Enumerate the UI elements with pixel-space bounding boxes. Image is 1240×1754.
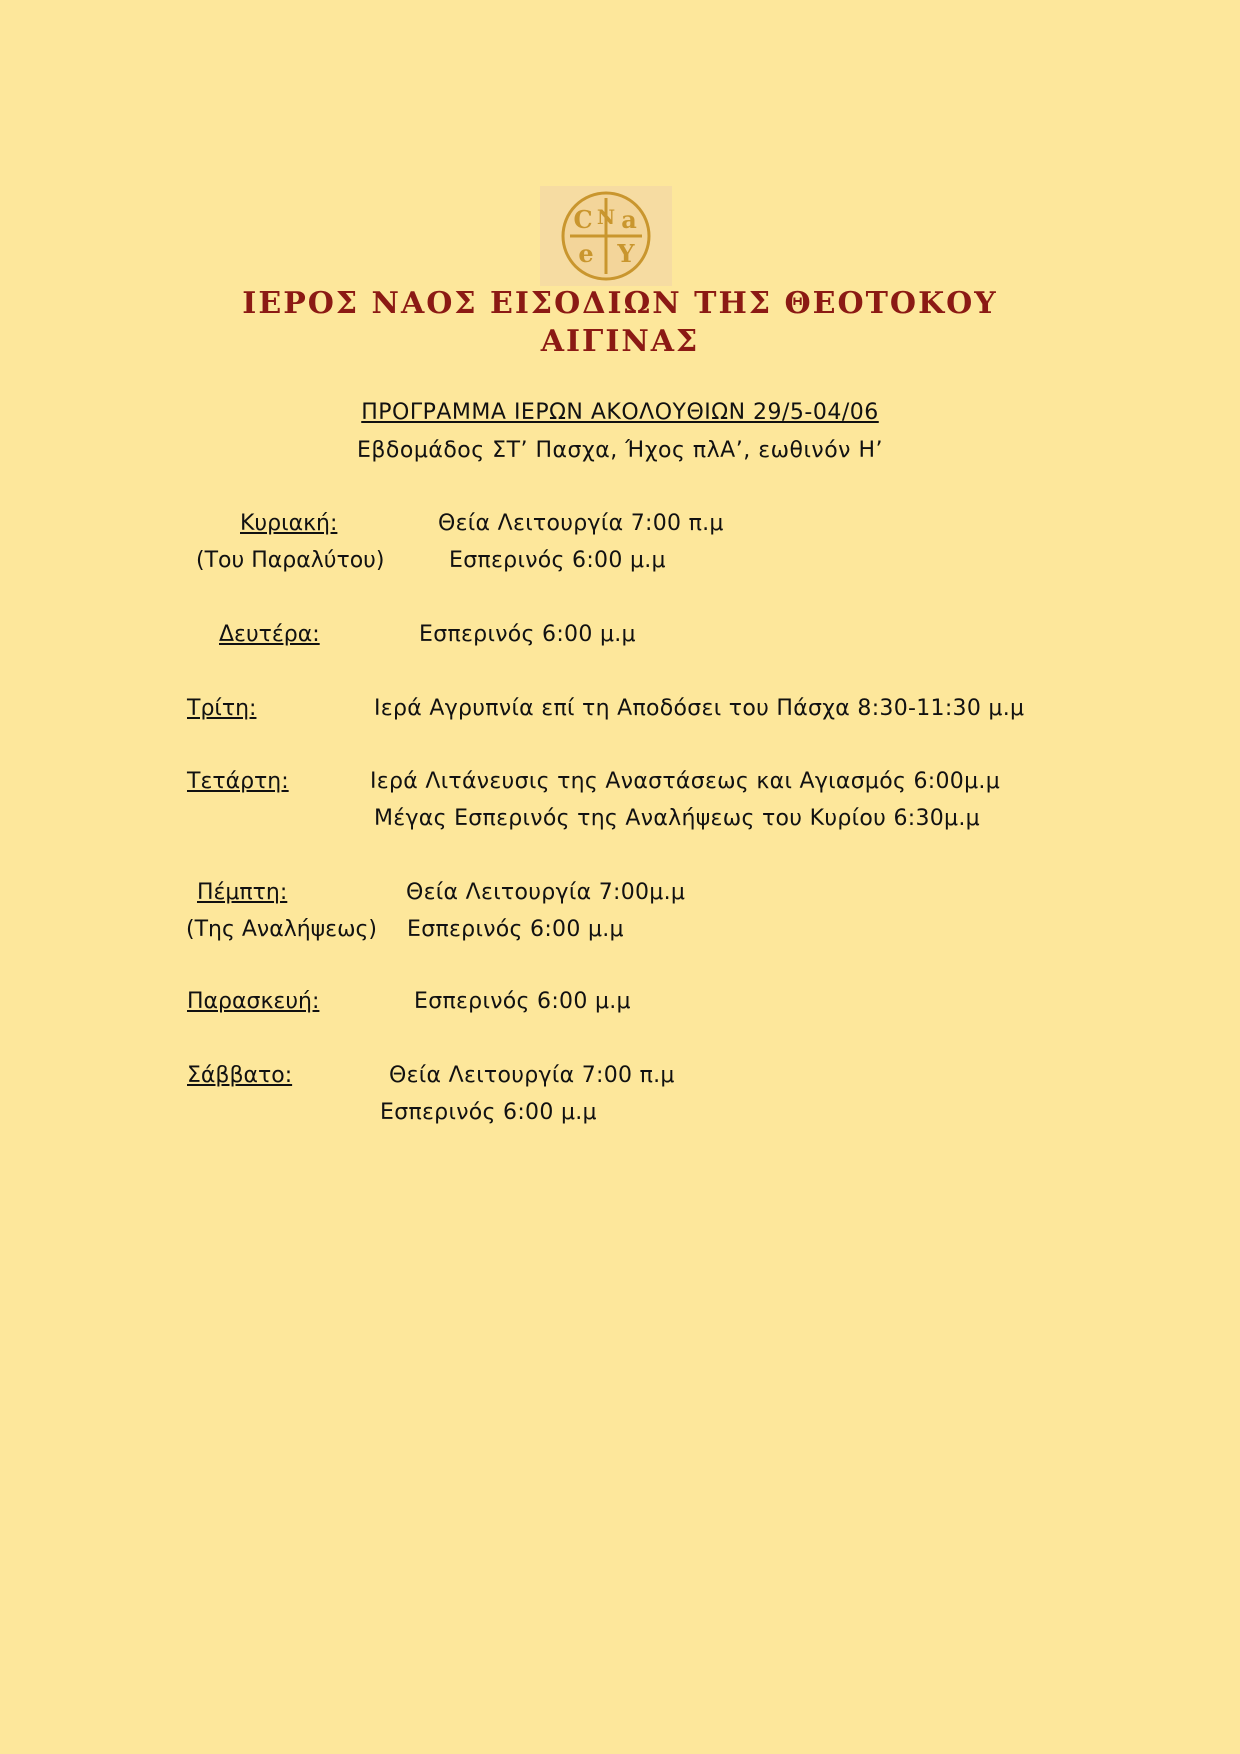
wednesday-service-2: Μέγας Εσπερινός της Αναλήψεως του Κυρίου 6:30μ.μ (374, 806, 980, 831)
wednesday-service-1: Ιερά Λιτάνευσις της Αναστάσεως και Αγιασμός 6:00μ.μ (370, 769, 1000, 794)
day-saturday: Σάββατο: (187, 1063, 293, 1088)
day-friday: Παρασκευή: (187, 989, 320, 1014)
saturday-service-1: Θεία Λειτουργία 7:00 π.μ (389, 1063, 675, 1088)
church-seal-logo (540, 186, 672, 286)
tuesday-service-1: Ιερά Αγρυπνία επί τη Αποδόσει του Πάσχα 8:30-11:30 μ.μ (374, 696, 1025, 721)
svg-text:N: N (596, 205, 616, 229)
day-wednesday: Τετάρτη: (187, 769, 289, 794)
church-name-line2: ΑΙΓΙΝΑΣ (540, 324, 700, 359)
saturday-service-2: Εσπερινός 6:00 μ.μ (380, 1100, 597, 1125)
svg-text:a: a (621, 205, 637, 234)
thursday-service-2: Εσπερινός 6:00 μ.μ (407, 917, 624, 942)
church-name-line1: ΙΕΡΟΣ ΝΑΟΣ ΕΙΣΟΔΙΩΝ ΤΗΣ ΘΕΟΤΟΚΟΥ (242, 286, 998, 321)
thursday-note: (Της Αναλήψεως) (186, 917, 377, 942)
sunday-service-1: Θεία Λειτουργία 7:00 π.μ (438, 511, 724, 536)
svg-text:Y: Y (617, 239, 635, 268)
day-tuesday: Τρίτη: (187, 696, 257, 721)
svg-text:e: e (578, 239, 594, 268)
monday-service-1: Εσπερινός 6:00 μ.μ (419, 622, 636, 647)
sunday-service-2: Εσπερινός 6:00 μ.μ (449, 548, 666, 573)
day-sunday: Κυριακή: (240, 511, 338, 536)
sunday-note: (Του Παραλύτου) (196, 548, 385, 573)
program-title: ΠΡΟΓΡΑΜΜΑ ΙΕΡΩΝ ΑΚΟΛΟΥΘΙΩΝ 29/5-04/06 (361, 400, 879, 425)
program-subtitle: Εβδομάδος ΣΤ’ Πασχα, Ήχος πλΑ’, εωθινόν Η’ (356, 438, 883, 463)
svg-text:C: C (573, 205, 593, 234)
day-thursday: Πέμπτη: (197, 880, 288, 905)
day-monday: Δευτέρα: (219, 622, 320, 647)
friday-service-1: Εσπερινός 6:00 μ.μ (414, 989, 631, 1014)
thursday-service-1: Θεία Λειτουργία 7:00μ.μ (406, 880, 686, 905)
